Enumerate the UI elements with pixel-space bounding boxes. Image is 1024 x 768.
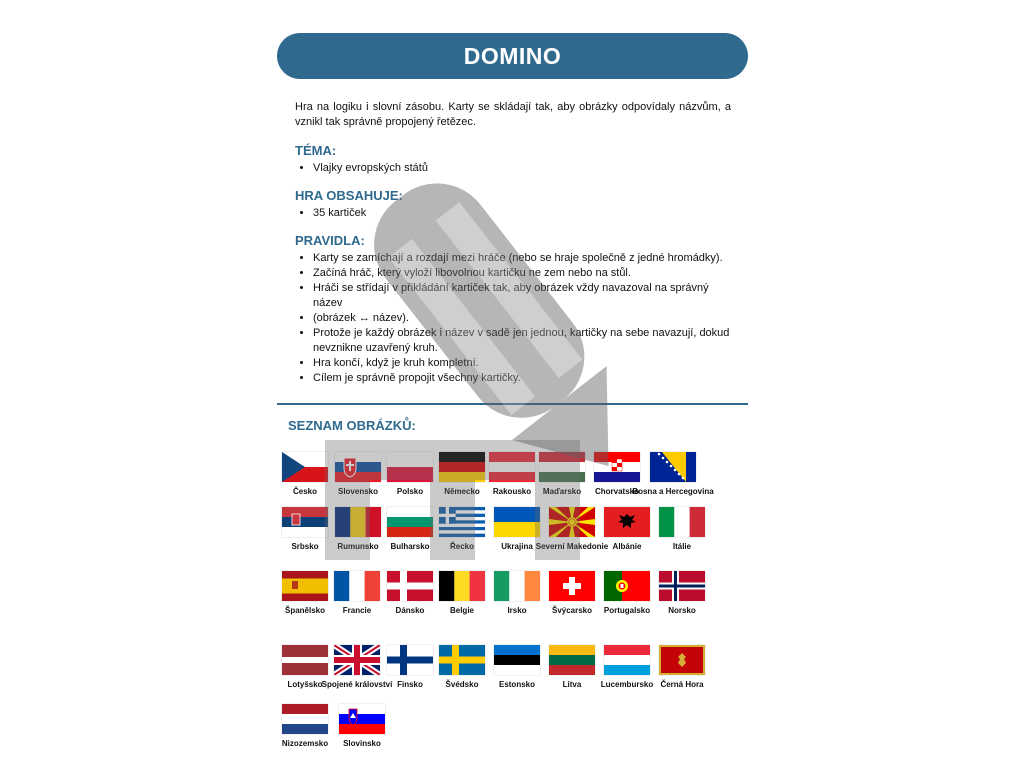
- list-item: • 35 kartiček: [313, 206, 731, 221]
- list-item: • Vlajky evropských států: [313, 161, 731, 176]
- flag-label: Itálie: [672, 542, 692, 551]
- flag-label: Maďarsko: [542, 487, 582, 496]
- montenegrin-flag-icon: [659, 645, 705, 675]
- list-item: • Karty se zamíchají a rozdají mezi hráče (nebo se hraje společně z jedné hromádky).: [313, 251, 731, 266]
- flag-label: Severní Makedonie: [535, 542, 609, 551]
- flag-label: Slovinsko: [343, 739, 381, 748]
- contents-heading: HRA OBSAHUJE:: [295, 188, 403, 203]
- flag-label: Belgie: [449, 606, 474, 615]
- italian-flag-icon: [659, 507, 705, 537]
- page-title: DOMINO: [463, 42, 562, 69]
- list-item: • Protože je každý obrázek i název v sadě jen jednou, kartičky na sebe navazují, dokud nevznikne uzavřený kruh.: [313, 326, 731, 356]
- flag-label: Nizozemsko: [281, 739, 329, 748]
- flag-label: Černá Hora: [660, 680, 704, 689]
- flag-label: Česko: [292, 487, 317, 496]
- flag-label: Spojené království: [321, 680, 393, 689]
- instructions: [295, 100, 731, 386]
- flag-label: Slovensko: [337, 487, 378, 496]
- rules-list: [295, 251, 731, 386]
- flag-label: Norsko: [668, 606, 696, 615]
- rules-heading: PRAVIDLA:: [295, 233, 365, 248]
- flag-label: Chorvatsko: [594, 487, 639, 496]
- flag-label: Portugalsko: [603, 606, 651, 615]
- flag-card: [641, 571, 723, 615]
- norwegian-flag-icon: [659, 571, 705, 601]
- flag-label: Dánsko: [395, 606, 425, 615]
- flag-card: [641, 645, 723, 689]
- flag-label: Švédsko: [445, 680, 479, 689]
- section-divider: [277, 403, 748, 405]
- slovenian-flag-icon: [339, 704, 385, 734]
- flag-label: Albánie: [612, 542, 642, 551]
- contents-list: [295, 206, 731, 221]
- flag-label: Estonsko: [498, 680, 535, 689]
- flag-label: Finsko: [397, 680, 423, 689]
- flag-label: Řecko: [449, 542, 474, 551]
- flag-label: Srbsko: [291, 542, 319, 551]
- flag-label: Německo: [444, 487, 480, 496]
- flag-label: Bulharsko: [390, 542, 430, 551]
- flag-label: Rakousko: [492, 487, 532, 496]
- list-item: • Cílem je správně propojit všechny kartičky.: [313, 371, 731, 386]
- flag-label: Irsko: [507, 606, 527, 615]
- flag-card: [321, 704, 403, 748]
- list-item: • Hra končí, když je kruh kompletní.: [313, 356, 731, 371]
- flag-card: [641, 507, 723, 551]
- flag-card: [632, 452, 714, 496]
- title-banner: [277, 33, 748, 79]
- list-item: • Začíná hráč, který vyloží libovolnou kartičku ne zem nebo na stůl.: [313, 266, 731, 281]
- flag-label: Litva: [562, 680, 582, 689]
- flag-label: Rumunsko: [337, 542, 379, 551]
- list-item: • (obrázek ↔ název).: [313, 311, 731, 326]
- list-item: • Hráči se střídají v přikládání kartiček tak, aby obrázek vždy navazoval na správný název: [313, 281, 731, 311]
- flag-label: Francie: [342, 606, 372, 615]
- bosnian-flag-icon: [650, 452, 696, 482]
- picture-list-title: SEZNAM OBRÁZKŮ:: [288, 418, 416, 433]
- tema-list: [295, 161, 731, 176]
- flag-label: Lucembursko: [600, 680, 654, 689]
- tema-heading: TÉMA:: [295, 143, 337, 158]
- flag-label: Ukrajina: [501, 542, 533, 551]
- flag-label: Lotyšsko: [287, 680, 323, 689]
- flag-label: Švýcarsko: [551, 606, 593, 615]
- flag-label: Bosna a Hercegovina: [632, 487, 714, 496]
- flag-label: Španělsko: [284, 606, 325, 615]
- flag-label: Polsko: [396, 487, 424, 496]
- intro-text: Hra na logiku i slovní zásobu. Karty se skládají tak, aby obrázky odpovídaly názvům, a vznikl tak správně propojený řetězec.: [295, 101, 731, 128]
